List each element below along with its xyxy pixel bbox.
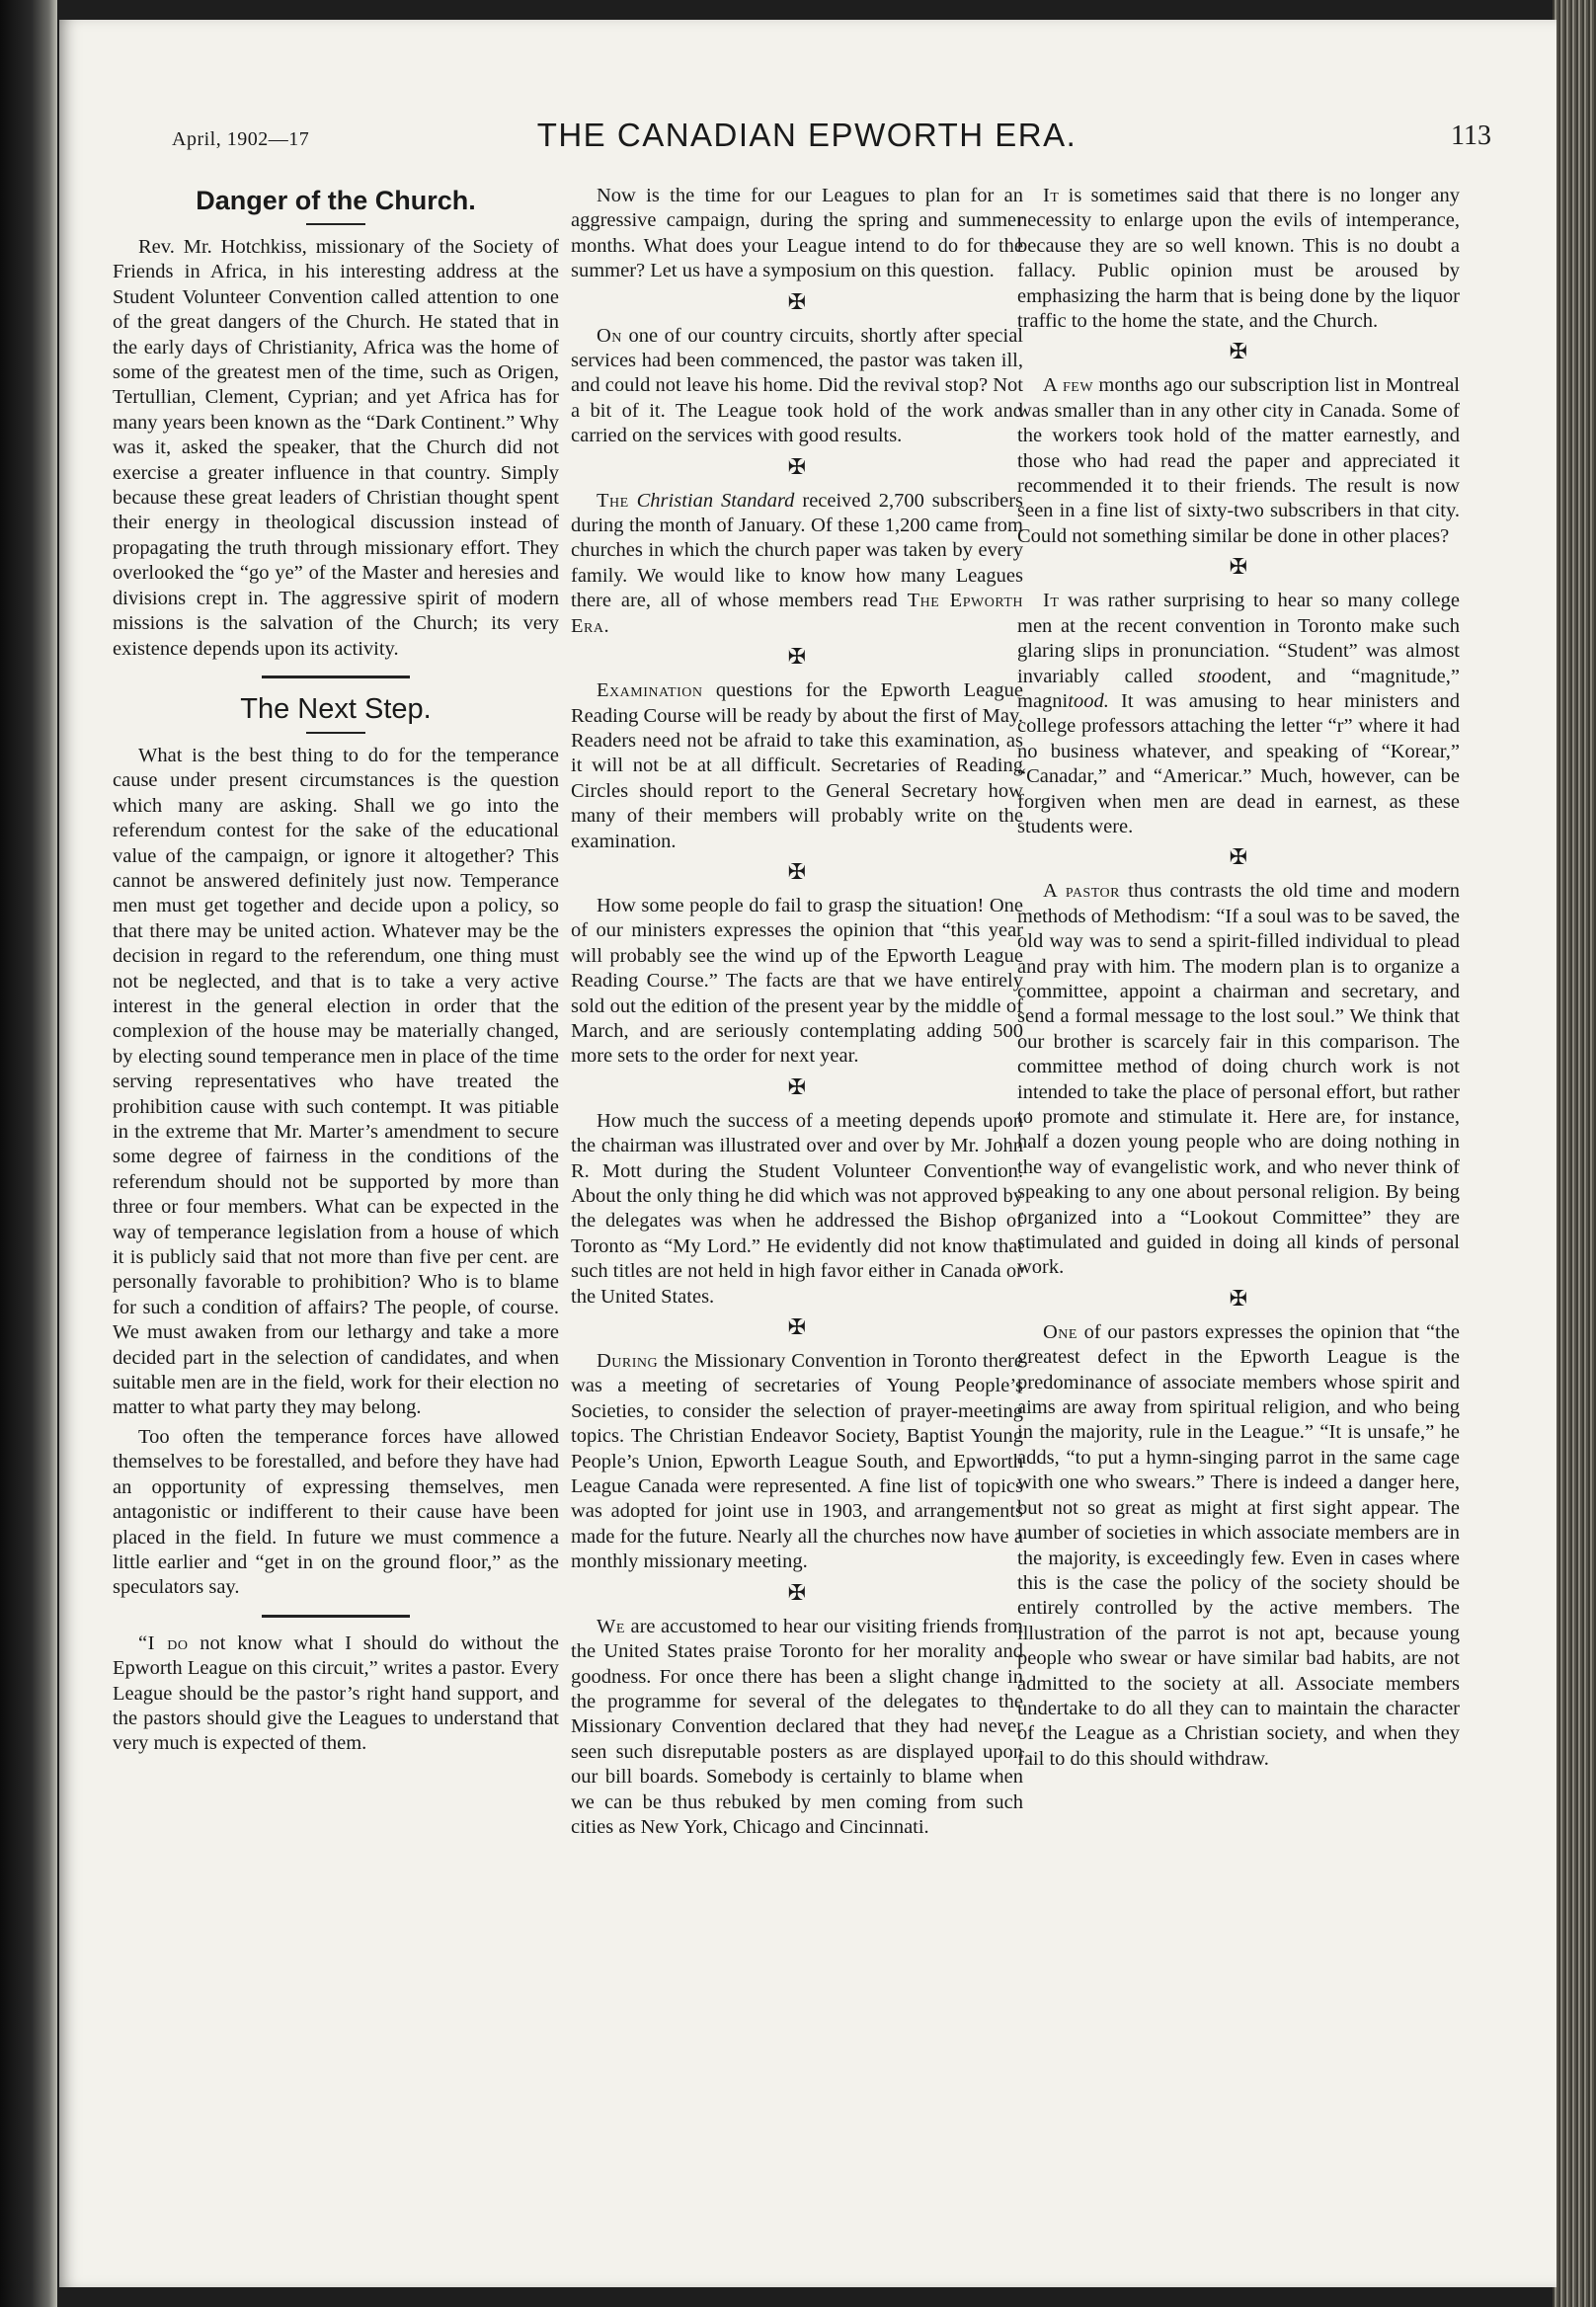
italic-syllable: tood. (1068, 689, 1109, 712)
ornament-cross-icon: ✠ (787, 859, 807, 885)
article-paragraph: How some people do fail to grasp the situation! One of our ministers expresses the opinion that “this year will probably see the wind up of the Epworth League Reading Course.” The facts are that we have entirely sold out the edition of the present year by the middle of March, and are seriously contemplating adding 500 more sets to the order for next year. (571, 894, 1023, 1068)
lead-in: On (597, 324, 622, 347)
issue-date: April, 1902—17 (172, 128, 310, 150)
article-paragraph (571, 1349, 1023, 1575)
article-paragraph (571, 1615, 1023, 1841)
paragraph-text: not know what I should do without the Epworth League on this circuit,” writes a pastor. Every League should be the pastor’s right hand support, and the pastors should give the Leagues to understand that very much is expected of them. (113, 1631, 559, 1755)
article-paragraph (1017, 184, 1460, 334)
column-left (113, 184, 559, 1761)
section-rule (262, 676, 410, 678)
lead-in: The (597, 489, 629, 512)
periodical-title: THE CANADIAN EPWORTH ERA. (536, 117, 1077, 153)
paragraph-text: one of our country circuits, shortly after special services had been commenced, the pastor was taken ill, and could not leave his home. Did the revival stop? Not a bit of it. The League took hold of the work and carried on the services with good results. (571, 324, 1023, 447)
section-rule (262, 1615, 410, 1618)
ornament-cross-icon: ✠ (787, 1074, 807, 1100)
article-title-danger-of-the-church: Danger of the Church. (196, 186, 476, 215)
title-rule (306, 223, 365, 225)
ornament-cross-icon: ✠ (787, 1580, 807, 1606)
ornament-cross-icon: ✠ (1229, 845, 1248, 871)
ornament-cross-icon: ✠ (787, 454, 807, 480)
lead-in: It (1043, 185, 1060, 206)
lead-in: “I do (138, 1631, 189, 1654)
lead-in: A pastor (1043, 880, 1120, 903)
paragraph-text: months ago our subscription list in Montreal was smaller than in any other city in Canada. Some of the workers took hold of the matter earnestly, and those who had read the paper and appreciated it recommended it to their friends. The result is now seen in a fine list of sixty-two subscribers in that city. Could not something similar be done in other places? (1017, 374, 1460, 547)
article-title-the-next-step: The Next Step. (240, 692, 432, 725)
paragraph-text: questions for the Epworth League Reading Course will be ready by about the first of May. Readers need not be afraid to take this examination, as it will not be at all difficult. Secretaries of Reading Circles should report to the General Secretary how many of their members will probably write on the examination. (571, 679, 1023, 852)
book-binding (0, 0, 57, 2307)
ornament-cross-icon: ✠ (787, 645, 807, 671)
article-paragraph (1017, 879, 1460, 1281)
article-paragraph (1017, 589, 1460, 839)
paragraph-text: dent, and “magnitude,” magni (1017, 665, 1460, 712)
column-middle (571, 184, 1023, 1844)
paragraph-text: was rather surprising to hear so many college men at the recent convention in Toronto make such glaring slips in pronunciation. “Student” was almost invariably called (1017, 590, 1460, 687)
article-paragraph (113, 1631, 559, 1757)
article-paragraph (571, 678, 1023, 854)
ornament-cross-icon: ✠ (1229, 1286, 1248, 1312)
publication-name: The Epworth Era. (571, 590, 1023, 637)
lead-in: Examination (597, 679, 703, 702)
article-paragraph: Now is the time for our Leagues to plan for an aggressive campaign, during the spring and summer months. What does your League intend to do for the summer? Let us have a symposium on this question. (571, 185, 1023, 282)
ornament-cross-icon: ✠ (1229, 555, 1248, 581)
lead-in: It (1043, 590, 1060, 612)
article-paragraph (1017, 1320, 1460, 1772)
article-paragraph: Too often the temperance forces have allowed themselves to be forestalled, and before they have had an opportunity of expressing themselves, men antagonistic or indifferent to their cause have been placed in the field. In future we must commence a little earlier and “get in on the ground floor,” as the speculators say. (113, 1425, 559, 1599)
page-number: 113 (1451, 120, 1491, 151)
ornament-cross-icon: ✠ (1229, 340, 1248, 365)
title-rule (306, 732, 365, 734)
column-right (1017, 184, 1460, 1776)
ornament-cross-icon: ✠ (787, 1315, 807, 1341)
paragraph-text: are accustomed to hear our visiting friends from the United States praise Toronto for her morality and goodness. For once there has been a slight change in the programme for several of the delegates to the Missionary Convention declared that they had never seen such disreputable posters as are displayed upon our bill boards. Somebody is certainly to blame when we can be thus rebuked by men coming from such cities as New York, Chicago and Cincinnati. (571, 1615, 1023, 1838)
lead-in: We (597, 1615, 625, 1637)
paragraph-text: received 2,700 subscribers during the month of January. Of these 1,200 came from churches in which the church paper was taken by every family. We would like to know how many Leagues there are, all of whose members read (571, 489, 1023, 612)
lead-in: A few (1043, 374, 1094, 397)
article-paragraph: How much the success of a meeting depends upon the chairman was illustrated over and over by Mr. John R. Mott during the Student Volunteer Convention. About the only thing he did which was not approved by the delegates was when he addressed the Bishop of Toronto as “My Lord.” He evidently did not know that such titles are not held in high favor either in Canada or the United States. (571, 1109, 1023, 1308)
lead-in: During (597, 1350, 659, 1373)
lead-in: One (1043, 1320, 1077, 1343)
article-paragraph (1017, 373, 1460, 549)
running-head (113, 111, 1501, 170)
article-paragraph: Rev. Mr. Hotchkiss, missionary of the Society of Friends in Africa, in his interesting address at the Student Volunteer Convention called attention to one of the great dangers of the Church. He stated that in the early days of Christianity, Africa was the home of some of the greatest men of the time, such as Origen, Tertullian, Clement, Cyprian; and yet Africa has for many years been known as the “Dark Continent.” Why was it, asked the speaker, that the Church did not exercise a greater influence in that country. Simply because these great leaders of Christian thought spent their energy in theological discussion instead of propagating the truth through missionary effort. They overlooked the “go ye” of the Master and heresies and divisions crept in. The aggressive spirit of modern missions is the salvation of the Church; its very existence depends upon its activity. (113, 236, 559, 660)
article-paragraph (571, 489, 1023, 639)
paragraph-text: is sometimes said that there is no longer any necessity to enlarge upon the evils of intemperance, because they are so well known. This is no doubt a fallacy. Public opinion must be aroused by emphasizing the harm that is being done by the liquor traffic to the home the state, and the Church. (1017, 185, 1460, 333)
publication-name: Christian Standard (636, 489, 795, 512)
italic-syllable: stoo (1197, 665, 1233, 687)
article-paragraph: What is the best thing to do for the temperance cause under present circumstances is the question which many are asking. Shall we go into the referendum contest for the sake of the educational value of the campaign, or ignore it altogether? This cannot be answered definitely just now. Temperance men must get together and decide upon a policy, so that there may be united action. Whatever may be the decision in regard to the referendum, one thing must not be neglected, and that is to take a very active interest in the general election in order that the complexion of the house may be materially changed, by electing sound temperance men in place of the time serving representatives who have treated the prohibition cause with such contempt. It was pitiable in the extreme that Mr. Marter’s amendment to secure some degree of fairness in the conditions of the referendum should not be supported by more than three or four members. What can be expected in the way of temperance legislation from a house of which it is publicly said that not more than five per cent. are personally favorable to prohibition? Who is to blame for such a condition of affairs? The people, of course. We must awaken from our lethargy and take a more decided part in the selection of candidates, and when suitable men are in the field, work for their election no matter to what party they may belong. (113, 744, 559, 1419)
paragraph-text: of our pastors expresses the opinion that “the greatest defect in the Epworth League is the predominance of associate members whose spirit and aims are away from spiritual religion, and who being in the majority, rule in the League.” “It is unsafe,” he adds, “to put a hymn-singing parrot in the same cage with one who swears.” There is indeed a danger here, but not so great as might at first sight appear. The number of societies in which associate members are in the majority, is exceedingly few. Even in cases where this is the case the policy of the society should be entirely controlled by the active members. The illustration of the parrot is not apt, because young people who swear or have similar bad habits, are not admitted to the society at all. Associate members undertake to do all they can to maintain the character of the League as a Christian society, and when they fail to do this should withdraw. (1017, 1320, 1460, 1770)
paragraph-text: the Missionary Convention in Toronto there was a meeting of secretaries of Young People’s Societies, to consider the selection of prayer-meeting topics. The Christian Endeavor Society, Baptist Young People’s Union, Epworth League South, and Epworth League Canada were represented. A fine list of topics was adopted for joint use in 1903, and arrangements made for the future. Nearly all the churches now have a monthly missionary meeting. (571, 1350, 1023, 1573)
paragraph-text: It was amusing to hear ministers and college professors attaching the letter “r” where it had no business whatever, and speaking of “Korear,” “Canadar,” and “Americar.” Much, however, can be forgiven when men are dead in earnest, as these students were. (1017, 689, 1460, 837)
ornament-cross-icon: ✠ (787, 289, 807, 315)
paragraph-text: thus contrasts the old time and modern methods of Methodism: “If a soul was to be saved, the old way was to send a spirit-filled individual to plead and pray with him. The modern plan is to organize a committee, appoint a chairman and secretary, and send a formal message to the lost soul.” We think that our brother is scarcely fair in this comparison. The committee method of doing church work is not intended to take the place of personal effort, but rather to promote and stimulate it. Here are, for instance, half a dozen young people who are doing nothing in the way of evangelistic work, and who never think of speaking to any one about personal religion. By being organized into a “Lookout Committee” they are stimulated and guided in doing all kinds of personal work. (1017, 880, 1460, 1279)
article-paragraph (571, 324, 1023, 449)
page-stack-edge (1553, 0, 1596, 2307)
